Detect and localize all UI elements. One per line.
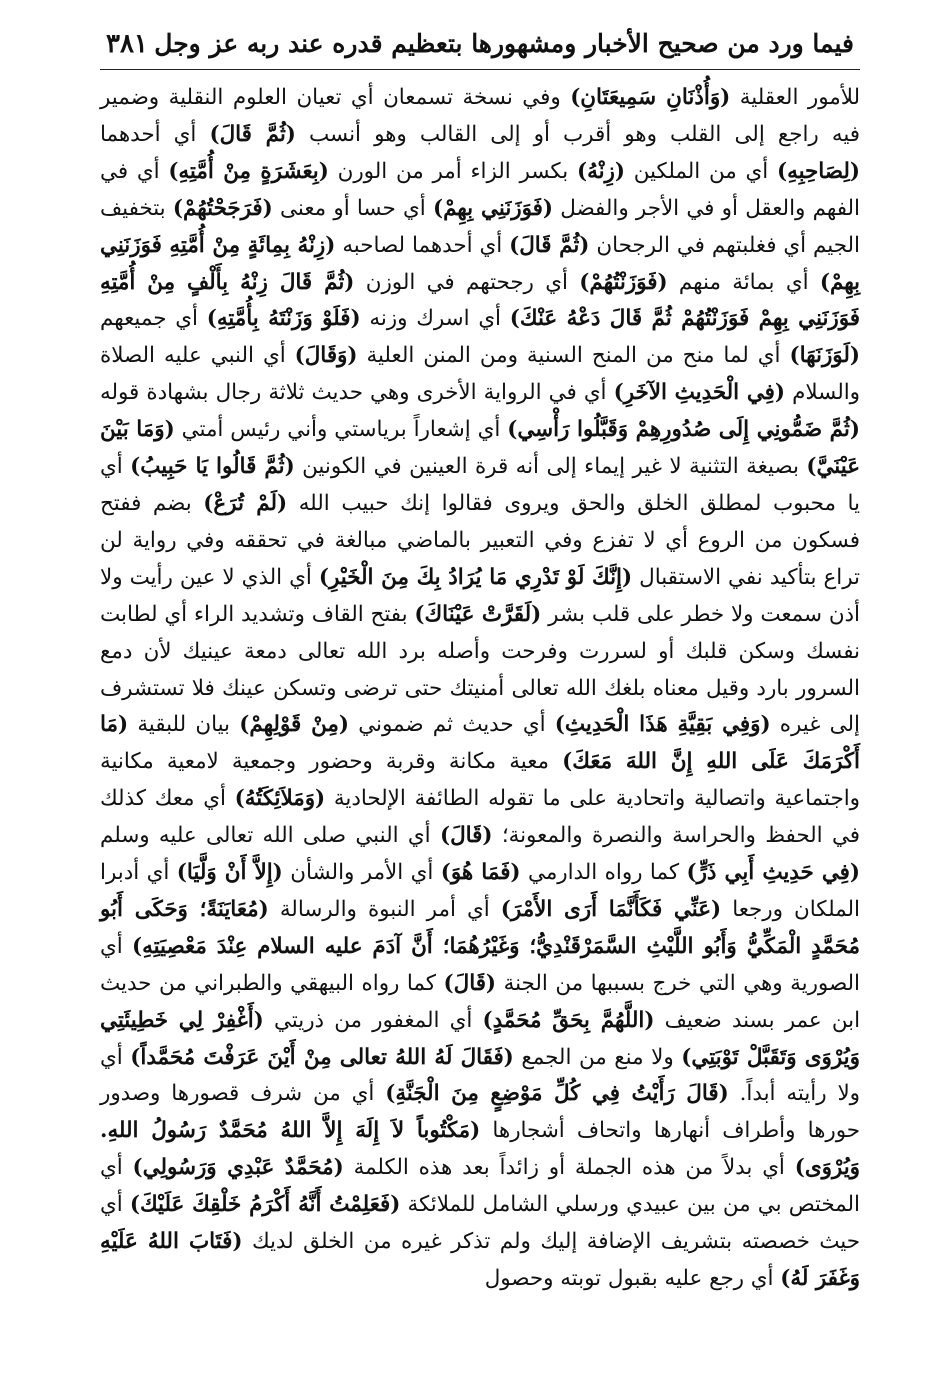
quoted-matn-text: (إِلاَّ أَنْ وَلَّيَا)	[176, 860, 283, 886]
commentary-text: أي أدبرا الملكان ورجعا	[100, 860, 860, 922]
quoted-matn-text: (قَالَ رَأَيْتُ فِي كُلِّ مَوْضِعٍ مِنَ الْجَنَّةِ)	[385, 1081, 729, 1107]
quoted-matn-text: (فَوَزَنْتُهُمْ)	[579, 269, 668, 295]
quoted-matn-text: (قَالَ)	[443, 970, 497, 996]
commentary-text: أي النبي عليه الصلاة والسلام	[100, 343, 861, 406]
commentary-text: بفتح القاف وتشديد الراء أي لطابت نفسك وسكن قلبك أو لسررت وفرحت وأصله برد الله تعالى دمعة عينيك لأن دمع السرور بارد وقيل معناه بلغك الله تعالى أمنيتك حتى ترضى وتسكن عينك فلا تستشرف إلى غيره	[100, 601, 860, 738]
commentary-text: أي المختص بي من بين عبيدي ورسلي الشامل للملائكة	[100, 1155, 860, 1218]
commentary-text: أي الذي لا عين رأيت ولا أذن سمعت ولا خطر على قلب بشر	[100, 564, 860, 627]
commentary-text: أي أمر النبوة والرسالة	[268, 896, 501, 922]
quoted-matn-text: (وَمَا بَيْنَ عَيْنَيَّ)	[100, 417, 860, 480]
commentary-text: أي الأمر والشأن	[282, 860, 441, 886]
quoted-matn-text: (فَتَابَ اللهُ عَلَيْهِ وَغَفَرَ لَهُ)	[100, 1229, 860, 1291]
commentary-text: بتخفيف الجيم أي فغلبتهم في الرجحان	[100, 195, 860, 258]
commentary-text: كما رواه الدارمي	[520, 860, 687, 886]
running-header	[100, 22, 860, 70]
commentary-text: أي يا محبوب لمطلق الخلق والحق ويروى فقالوا إنك حبيب الله	[100, 454, 860, 516]
quoted-matn-text: (اللَّهُمَّ بِحَقِّ مُحَمَّدٍ)	[482, 1007, 655, 1033]
commentary-text: أي أحدهما	[100, 121, 210, 147]
commentary-text: للأمور العقلية	[730, 85, 860, 110]
commentary-text: أي ولا رأيته أبداً.	[100, 1044, 860, 1107]
quoted-matn-text: (فِي الْحَدِيثِ الآخَرِ)	[613, 380, 786, 406]
quoted-matn-text: (إِنَّكَ لَوْ تَدْرِي مَا يُرَادُ بِكَ مِنَ الْخَيْرِ)	[318, 564, 633, 590]
book-page	[100, 22, 860, 1382]
commentary-text: أي الصورية وهي التي خرج بسببها من الجنة	[100, 933, 860, 996]
commentary-text: بكسر الزاء أمر من الورن	[328, 158, 577, 184]
quoted-matn-text: (فَعَلِمْتُ أَنَّهُ أَكْرَمُ خَلْقِكَ عَلَيْكَ)	[129, 1192, 401, 1218]
quoted-matn-text: (مُحَمَّدٌ عَبْدِي وَرَسُولِي)	[132, 1155, 344, 1181]
commentary-text: أي رجحتهم في الوزن	[354, 269, 580, 295]
commentary-text: وفي نسخة تسمعان أي تعيان العلوم النقلية وضمير فيه راجع إلى القلب وهو أقرب أو إلى القالب وهو أنسب	[100, 85, 860, 147]
commentary-text: أي حيث خصصته بتشريف الإضافة إليك ولم تذكر غيره من الخلق لديك	[100, 1192, 860, 1255]
quoted-matn-text: (ثُمَّ قَالُوا يَا حَبِيبُ)	[130, 454, 295, 480]
commentary-text: بيان للبقية	[128, 712, 240, 738]
quoted-matn-text: (مَا أَكْرَمَكَ عَلَى اللهِ إِنَّ اللهَ مَعَكَ)	[100, 712, 861, 775]
commentary-text: أي اسرك وزنه	[360, 306, 510, 332]
commentary-text: أي بمائة منهم	[667, 269, 820, 295]
commentary-text: أي في الفهم والعقل أو في الأجر والفضل	[100, 158, 860, 221]
quoted-matn-text: (وَقَالَ)	[294, 343, 358, 369]
commentary-text: أي من شرف قصورها وصدور حورها وأطراف أنهارها واتحاف أشجارها	[100, 1081, 860, 1144]
commentary-text: أي حديث ثم ضموني	[348, 712, 555, 738]
commentary-text: أي معك كذلك في الحفظ والحراسة والنصرة والمعونة؛	[100, 786, 861, 849]
quoted-matn-text: (زِنْهُ بِمِائَةٍ مِنْ أُمَّتِهِ فَوَزَنَنِي بِهِمْ)	[100, 232, 861, 295]
commentary-text: أي أحدهما لصاحبه	[335, 232, 510, 258]
quoted-matn-text: (فَلَوْ وَزَنْتَهُ بِأُمَّتِهِ)	[206, 306, 361, 332]
quoted-matn-text: (وَفِي بَقِيَّةِ هَذَا الْحَدِيثِ)	[554, 712, 771, 738]
commentary-text: أي النبي صلى الله تعالى عليه وسلم	[100, 823, 440, 849]
quoted-matn-text: (لَوَزَنَهَا)	[789, 343, 860, 369]
commentary-text: أي رجع عليه بقبول توبته وحصول	[484, 1266, 781, 1291]
commentary-text: بصيغة التثنية لا غير إيماء إلى أنه قرة العينين في الكونين	[294, 454, 807, 480]
quoted-matn-text: (فَقَالَ لَهُ اللهُ تعالى مِنْ أَيْنَ عَرَفْتَ مُحَمَّداً)	[130, 1044, 514, 1070]
commentary-text: أي إشعاراً برياستي وأني رئيس أمتي	[174, 417, 508, 443]
quoted-matn-text: (مِنْ قَوْلِهِمْ)	[239, 712, 349, 738]
quoted-matn-text: (فَرَجَحْتُهُمْ)	[172, 195, 273, 221]
commentary-text: معية مكانة وقربة وحضور وجمعية لامعية مكانية واجتماعية واتصالية واتحادية على ما تقوله الطائفة الإلحادية	[100, 749, 860, 812]
quoted-matn-text: (فِي حَدِيثِ أَبِي ذَرٍّ)	[686, 860, 861, 886]
quoted-matn-text: (فَوَزَنَنِي بِهِمْ)	[432, 195, 554, 221]
commentary-body	[100, 80, 860, 1298]
quoted-matn-text: (مُعَايَنَةً؛ وَحَكَى أَبُو مُحَمَّدٍ الْمَكِّيُّ وَأَبُو اللَّيْثِ السَّمَرْقَنْدِيُّ؛ وَغَيْرُهُمَا؛ أَنَّ آدَمَ عليه السلام عِنْدَ مَعْصِيَتِهِ)	[100, 896, 860, 959]
commentary-text: بضم ففتح فسكون من الروع أي لا تفزع وفي التعبير بالماضي مبالغة في تحققه وفي رواية لن تراع بتأكيد نفي الاستقبال	[100, 490, 860, 590]
quoted-matn-text: (ثُمَّ قَالَ)	[209, 121, 296, 147]
quoted-matn-text: (بِعَشَرَةٍ مِنْ أُمَّتِهِ)	[168, 158, 329, 184]
quoted-matn-text: (لَمْ تُرَعْ)	[203, 490, 288, 516]
quoted-matn-text: (لَقَرَّتْ عَيْنَاكَ)	[414, 601, 542, 627]
commentary-text: ولا منع من الجمع	[513, 1044, 682, 1070]
commentary-text: كما رواه البيهقي والطبراني من حديث ابن عمر بسند ضعيف	[100, 970, 861, 1033]
commentary-text: أي من الملكين	[624, 158, 778, 184]
quoted-matn-text: (لِصَاحِبِهِ)	[777, 158, 860, 184]
commentary-text: أي حسا أو معنى	[272, 195, 433, 221]
quoted-matn-text: (قَالَ)	[439, 823, 493, 849]
quoted-matn-text: (ثُمَّ قَالَ زِنْهُ بِأَلْفٍ مِنْ أُمَّتِهِ فَوَزَنَنِي بِهِمْ فَوَزَنْتُهُمْ ثُمَّ قَالَ دَعْهُ عَنْكَ)	[100, 269, 860, 332]
quoted-matn-text: (ثُمَّ ضَمُّونِي إِلَى صُدُورِهِمْ وَقَبَّلُوا رَأْسِي)	[507, 417, 860, 443]
quoted-matn-text: (أَغْفِرْ لِي خَطِيئَتِي وَيُرْوَى وَتَقَبَّلْ تَوْبَتِي)	[100, 1007, 860, 1070]
quoted-matn-text: (وَأُذْنَانِ سَمِيعَتَانِ)	[570, 85, 731, 110]
quoted-matn-text: (وَمَلاَئِكَتُهُ)	[234, 786, 326, 812]
page-number: ٣٨١	[106, 29, 148, 59]
quoted-matn-text: (عَنِّي فَكَأَنَّمَا أَرَى الأَمْرَ)	[500, 896, 722, 922]
commentary-text: أي في الرواية الأخرى وهي حديث ثلاثة رجال بشهادة قوله	[100, 380, 614, 406]
quoted-matn-text: (فَمَا هُوَ)	[440, 860, 521, 886]
commentary-text: أي جميعهم	[100, 306, 207, 332]
quoted-matn-text: (مَكْتُوباً لاَ إِلَهَ إِلاَّ اللهُ مُحَمَّدٌ رَسُولُ اللهِ. وَيُرْوَى)	[100, 1118, 860, 1181]
quoted-matn-text: (ثُمَّ قَالَ)	[509, 232, 590, 258]
quoted-matn-text: (زِنْهُ)	[576, 158, 625, 184]
commentary-text: أي لما منح من المنح السنية ومن المنن العلية	[357, 343, 790, 369]
commentary-text: أي بدلاً من هذه الجملة أو زائداً بعد هذه الكلمة	[343, 1155, 795, 1181]
commentary-text: أي المغفور من ذريتي	[263, 1007, 483, 1033]
running-title: فيما ورد من صحيح الأخبار ومشهورها بتعظيم قدره عند ربه عز وجل	[154, 29, 854, 58]
